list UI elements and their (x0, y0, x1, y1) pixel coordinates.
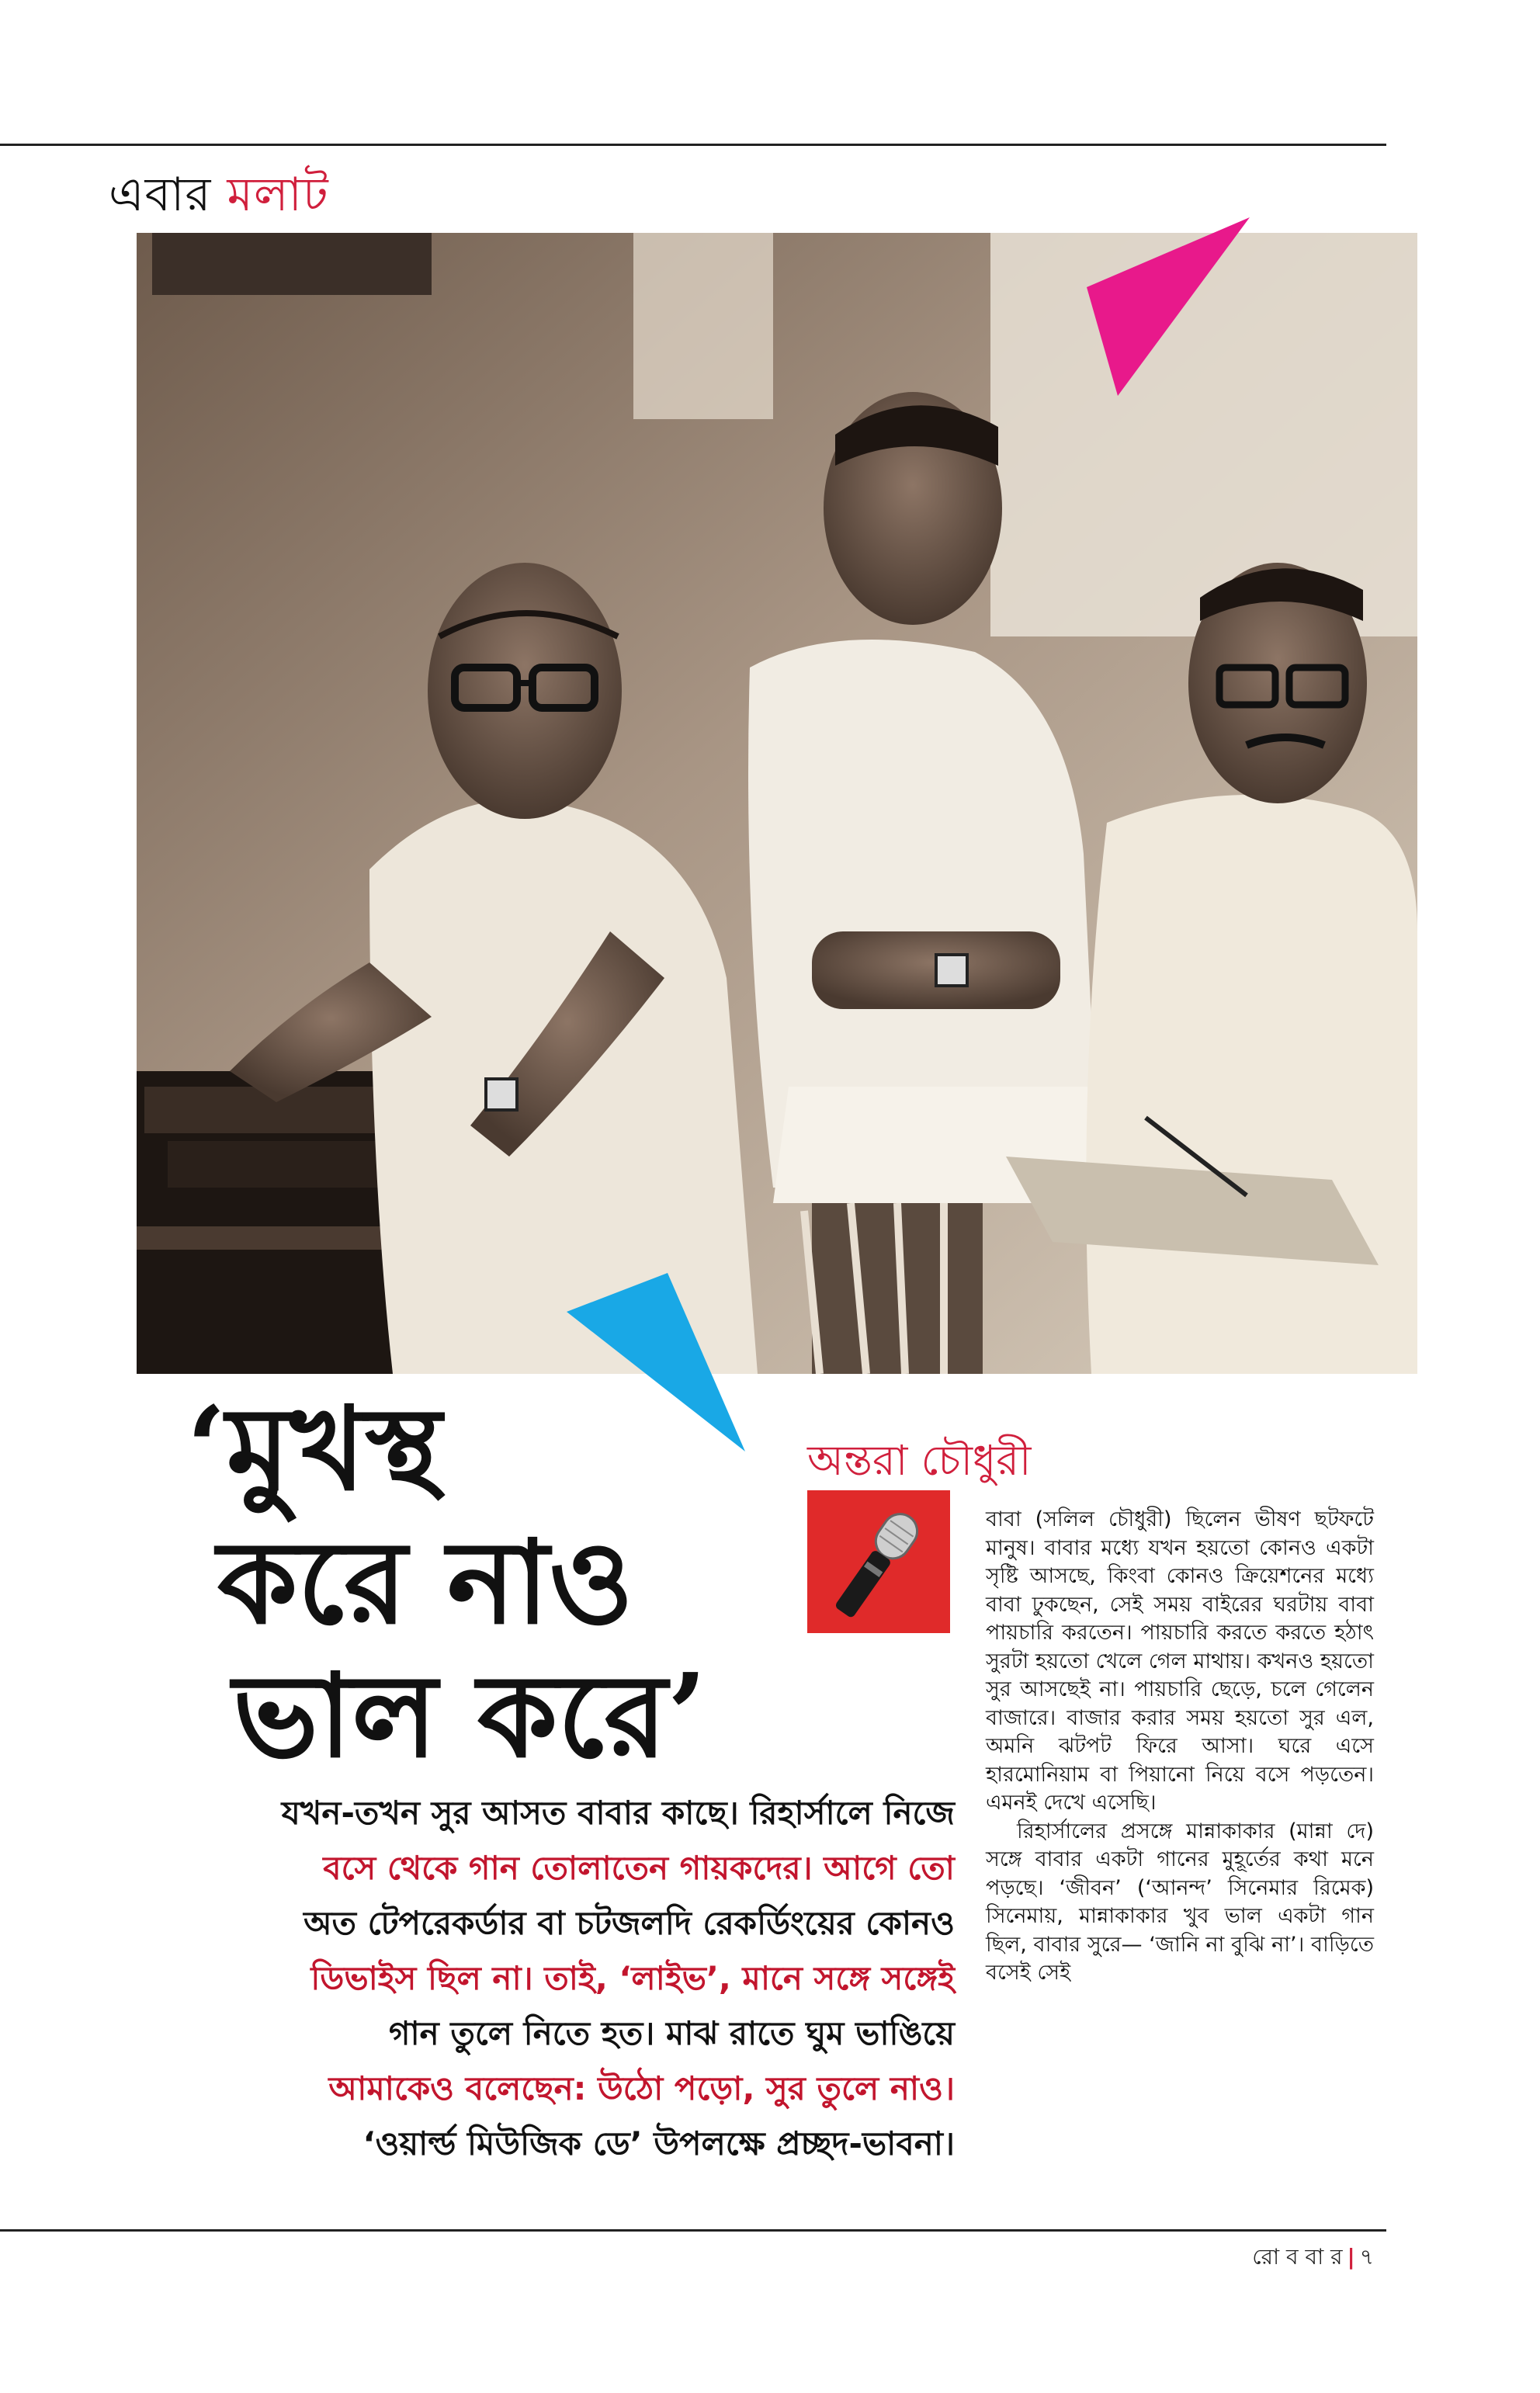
standfirst-line: ‘ওয়ার্ল্ড মিউজিক ডে’ উপলক্ষে প্রচ্ছদ-ভাবনা। (362, 2124, 955, 2162)
standfirst-line: আমাকেও বলেছেন: উঠো পড়ো, সুর তুলে নাও। (328, 2069, 955, 2107)
section-label-accent: মলাট (227, 168, 329, 222)
standfirst-line: অত টেপরেকর্ডার বা চটজলদি রেকর্ডিংয়ের কোনও (303, 1904, 955, 1942)
standfirst-line: ডিভাইস ছিল না। তাই, ‘লাইভ’, মানে সঙ্গে সঙ্গেই (310, 1959, 955, 1997)
bottom-rule (0, 2229, 1386, 2232)
top-rule (0, 144, 1386, 146)
section-label (109, 159, 329, 237)
magazine-name: রো ব বা র (1252, 2244, 1343, 2270)
standfirst (171, 1785, 955, 2171)
microphone-icon (807, 1490, 950, 1633)
headline-line-1: ‘মুখস্থ (186, 1381, 442, 1516)
standfirst-line: যখন-তখন সুর আসত বাবার কাছে। রিহার্সালে নিজে (281, 1794, 955, 1832)
standfirst-line: বসে থেকে গান তোলাতেন গায়কদের। আগে তো (323, 1849, 955, 1887)
headline-line-2: করে নাও (217, 1514, 634, 1649)
byline: অন্তরা চৌধুরী (807, 1436, 1032, 1485)
headline-line-3: ভাল করে’ (233, 1648, 707, 1783)
headline (186, 1382, 776, 1782)
footer-separator: | (1347, 2244, 1355, 2270)
chair (804, 1188, 983, 1374)
body-paragraph: রিহার্সালের প্রসঙ্গে মান্নাকাকার (মান্না দে) সঙ্গে বাবার একটা গানের মুহূর্তের কথা মনে পড়ছে। ‘জীবন’ (‘আনন্দ’ সিনেমার রিমেক) সিনেমায়, মান্নাকাকার খুব ভাল একটা গান ছিল, বাবার সুরে— ‘জানি না বুঝি না’। বাড়িতে বসেই সেই (986, 1819, 1374, 1985)
page-number: ৭ (1359, 2244, 1374, 2270)
cover-photo (137, 233, 1417, 1374)
body-paragraph: বাবা (সলিল চৌধুরী) ছিলেন ভীষণ ছটফটে মানুষ। বাবার মধ্যে যখন হয়তো কোনও একটা সৃষ্টি আসছে, কিংবা কোনও ক্রিয়েশনের মধ্যে বাবা ঢুকছেন, সেই সময় বাইরের ঘরটায় বাবা পায়চারি করতেন। পায়চারি করতে করতে হঠাৎ সুরটা হয়তো খেলে গেল মাথায়। কখনও হয়তো সুর আসছেই না। পায়চারি ছেড়ে, চলে গেলেন বাজারে। বাজার করার সময় হয়তো সুর এল, অমনি ঝটপট ফিরে আসা। ঘরে এসে হারমোনিয়াম বা পিয়ানো নিয়ে বসে পড়তেন। এমনই দেখে এসেছি। (986, 1507, 1374, 1815)
body-column (986, 1506, 1374, 1988)
page-footer (1252, 2240, 1374, 2277)
standfirst-line: গান তুলে নিতে হত। মাঝ রাতে ঘুম ভাঙিয়ে (388, 2014, 955, 2052)
wall-frame (152, 233, 432, 295)
section-label-prefix: এবার (109, 168, 212, 222)
